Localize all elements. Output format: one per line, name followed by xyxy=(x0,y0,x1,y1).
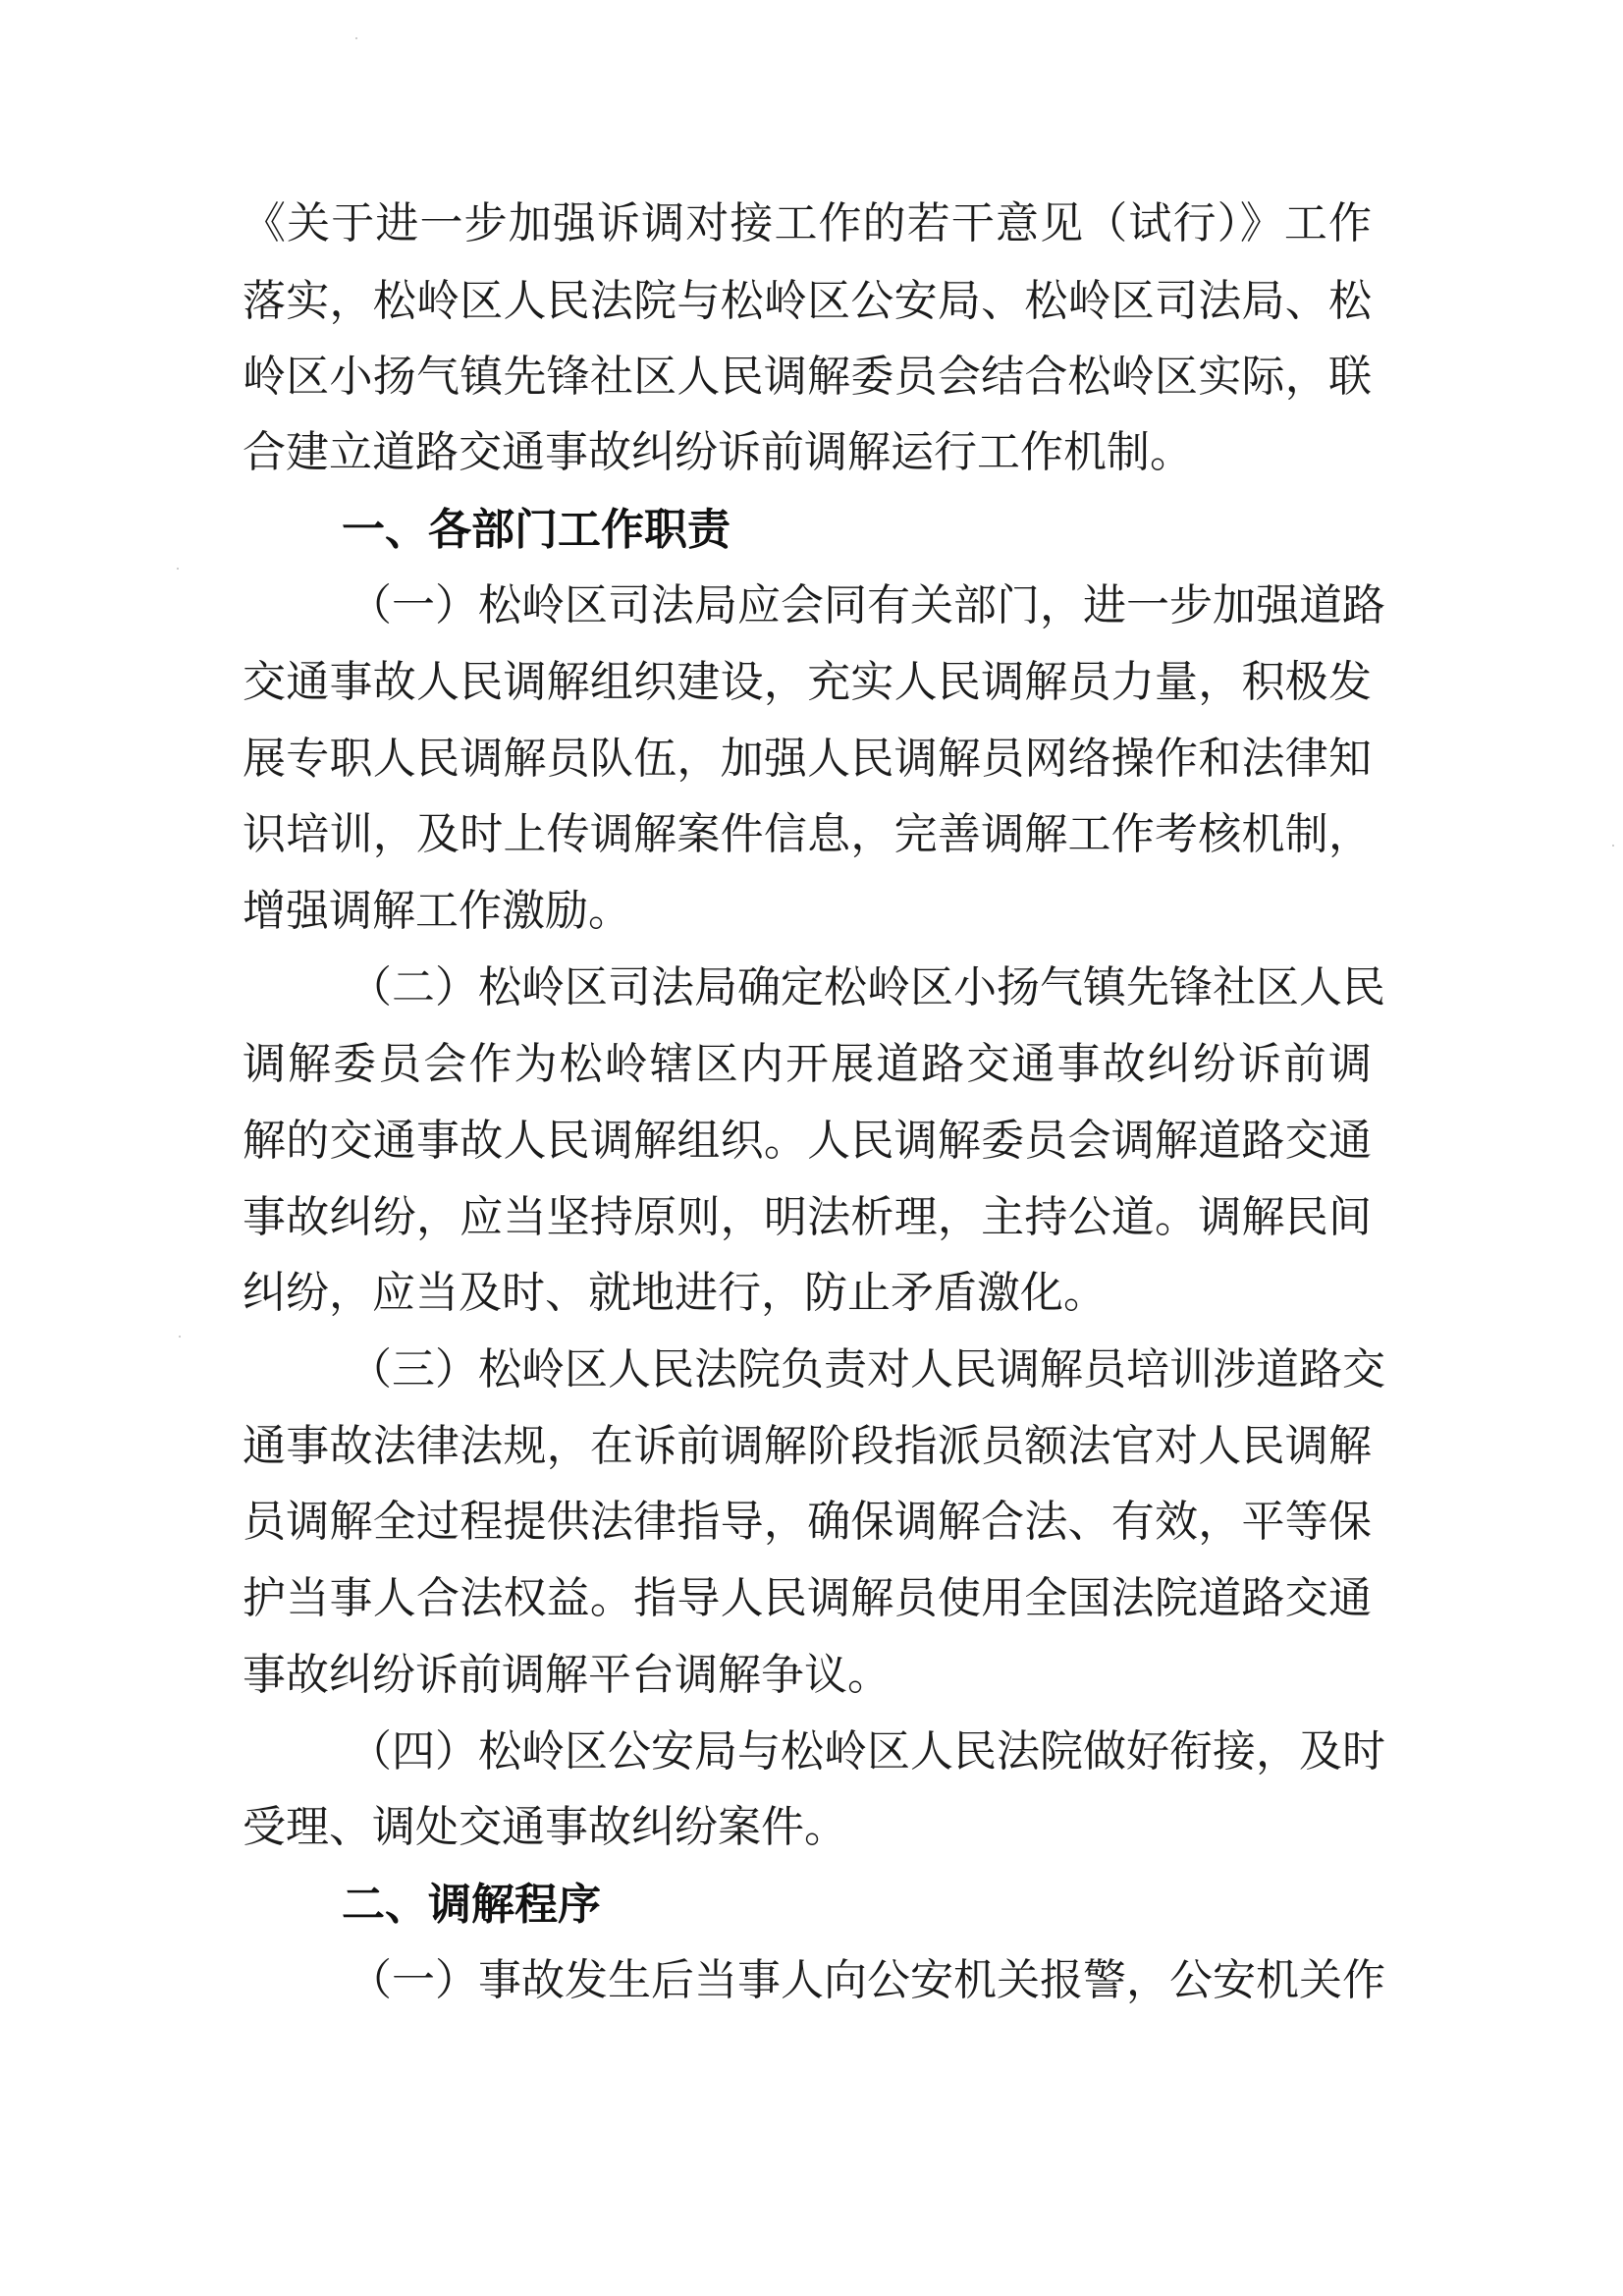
text-line: 护当事人合法权益。指导人民调解员使用全国法院道路交通 xyxy=(243,1573,1372,1623)
text-line: 落实，松岭区人民法院与松岭区公安局、松岭区司法局、松 xyxy=(243,276,1372,326)
text-line: 交通事故人民调解组织建设，充实人民调解员力量，积极发 xyxy=(243,657,1372,707)
section-heading: 二、调解程序 xyxy=(342,1880,601,1930)
text-line: 纠纷，应当及时、就地进行，防止矛盾激化。 xyxy=(243,1268,1107,1318)
text-line: 通事故法律法规，在诉前调解阶段指派员额法官对人民调解 xyxy=(243,1421,1372,1471)
text-line: 事故纠纷，应当坚持原则，明法析理，主持公道。调解民间 xyxy=(243,1192,1372,1242)
scan-speck xyxy=(179,1336,181,1338)
text-line: （一）松岭区司法局应会同有关部门，进一步加强道路 xyxy=(349,580,1385,630)
text-line: 解的交通事故人民调解组织。人民调解委员会调解道路交通 xyxy=(243,1116,1372,1166)
text-line: （二）松岭区司法局确定松岭区小扬气镇先锋社区人民 xyxy=(349,962,1385,1012)
scan-speck xyxy=(355,37,357,39)
text-line: 展专职人民调解员队伍，加强人民调解员网络操作和法律知 xyxy=(243,734,1372,784)
text-line: 岭区小扬气镇先锋社区人民调解委员会结合松岭区实际，联 xyxy=(243,352,1372,402)
scan-speck xyxy=(1612,845,1614,847)
text-line: （四）松岭区公安局与松岭区人民法院做好衔接，及时 xyxy=(349,1726,1385,1777)
text-line: 受理、调处交通事故纠纷案件。 xyxy=(243,1802,847,1852)
text-line: 调解委员会作为松岭辖区内开展道路交通事故纠纷诉前调 xyxy=(243,1039,1372,1089)
text-line: （三）松岭区人民法院负责对人民调解员培训涉道路交 xyxy=(349,1344,1385,1394)
text-line: 增强调解工作激励。 xyxy=(243,886,631,936)
section-heading: 一、各部门工作职责 xyxy=(342,505,730,555)
scan-speck xyxy=(177,568,179,570)
text-line: 识培训，及时上传调解案件信息，完善调解工作考核机制， xyxy=(243,809,1372,859)
text-line: 员调解全过程提供法律指导，确保调解合法、有效，平等保 xyxy=(243,1497,1372,1547)
text-line: 《关于进一步加强诉调对接工作的若干意见（试行）》工作 xyxy=(243,198,1372,248)
text-line: 事故纠纷诉前调解平台调解争议。 xyxy=(243,1650,891,1700)
text-line: （一）事故发生后当事人向公安机关报警，公安机关作 xyxy=(349,1955,1385,2005)
text-line: 合建立道路交通事故纠纷诉前调解运行工作机制。 xyxy=(243,427,1193,477)
